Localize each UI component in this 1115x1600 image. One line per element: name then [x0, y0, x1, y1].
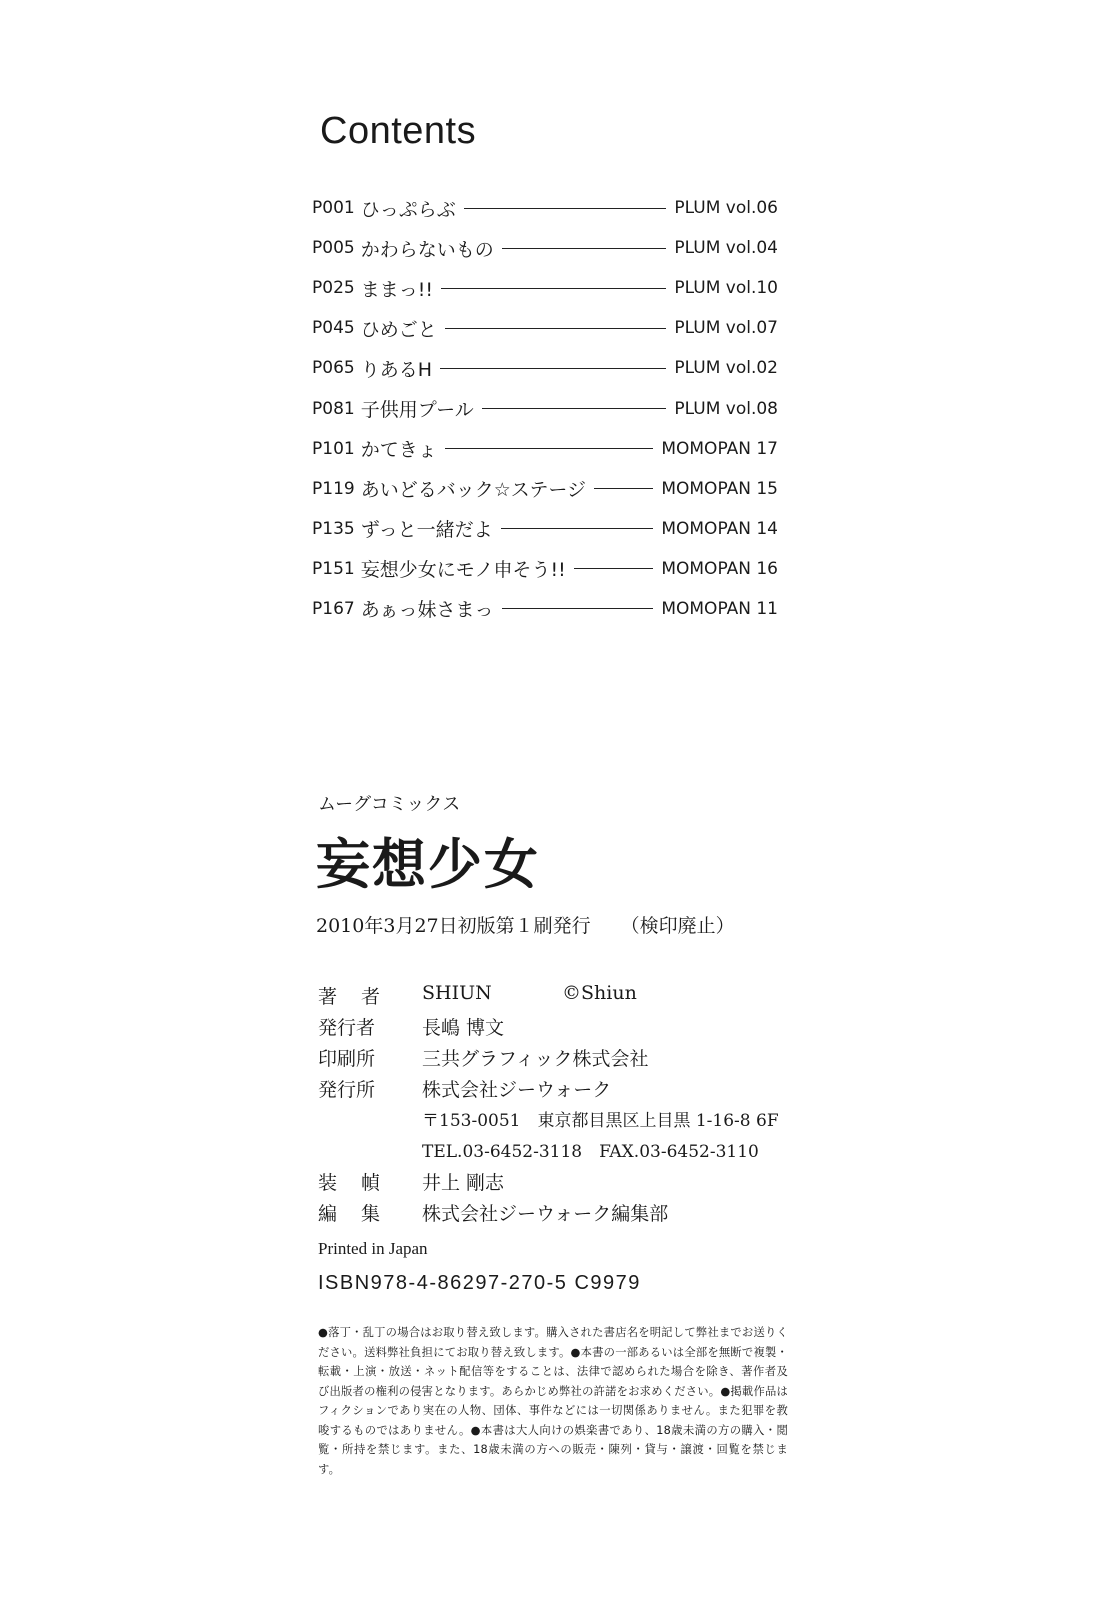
toc-source: PLUM vol.04 [674, 238, 778, 259]
issuer-address: 〒153-0051 東京都目黒区上目黒 1-16-8 6F [422, 1111, 779, 1131]
toc-leader-line [445, 328, 667, 329]
seal-note: （検印廃止） [620, 915, 735, 937]
toc-page-number: P135 [312, 518, 355, 539]
contents-heading: Contents [320, 110, 477, 152]
toc-source: PLUM vol.02 [674, 358, 778, 379]
toc-leader-line [464, 208, 667, 209]
toc-title: 妄想少女にモノ申そう!! [360, 559, 566, 582]
toc-title: 子供用プール [360, 399, 474, 422]
credit-label: 発行者 [318, 1017, 376, 1039]
printed-in: Printed in Japan [318, 1239, 428, 1258]
toc-source: MOMOPAN 15 [661, 478, 778, 499]
toc-leader-line [502, 248, 667, 249]
credit-label: 装幀 [318, 1172, 405, 1194]
toc-leader-line [482, 408, 667, 409]
toc-title: かてきょ [360, 439, 437, 462]
toc-title: ずっと一緒だよ [360, 519, 493, 542]
first-edition-line [316, 911, 735, 938]
credit-label: 印刷所 [318, 1048, 376, 1070]
printer-name: 三共グラフィック株式会社 [422, 1048, 649, 1070]
toc-page-number: P081 [312, 398, 355, 419]
toc-leader-line [502, 608, 654, 609]
toc-entry [312, 228, 778, 268]
toc-source: PLUM vol.08 [674, 398, 778, 419]
credit-label: 発行所 [318, 1079, 376, 1101]
toc-entry [312, 429, 778, 469]
toc-source: MOMOPAN 11 [661, 598, 778, 619]
toc-leader-line [440, 368, 666, 369]
toc-page-number: P065 [312, 358, 355, 379]
toc-entry [312, 308, 778, 348]
toc-page-number: P001 [312, 198, 355, 219]
toc-entry [312, 509, 778, 549]
toc-leader-line [441, 288, 666, 289]
copyright: ©Shiun [562, 982, 637, 1004]
toc-entry [312, 589, 778, 629]
toc-leader-line [501, 528, 654, 529]
author-name: SHIUN [422, 982, 492, 1004]
isbn: ISBN978-4-86297-270-5 C9979 [318, 1272, 641, 1294]
issuer-name: 株式会社ジーウォーク [422, 1079, 612, 1101]
toc-leader-line [594, 488, 653, 489]
toc-title: りあるH [360, 358, 432, 381]
toc-entry [312, 188, 778, 228]
series-name: ムーグコミックス [318, 794, 461, 815]
toc-title: ひっぷらぶ [360, 198, 456, 221]
toc-page-number: P151 [312, 558, 355, 579]
toc-title: ひめごと [360, 318, 437, 341]
toc-entry [312, 348, 778, 388]
credit-label: 編集 [318, 1203, 405, 1225]
toc-page-number: P167 [312, 598, 355, 619]
designer-name: 井上 剛志 [422, 1172, 505, 1194]
toc-source: PLUM vol.06 [674, 198, 778, 219]
toc-source: PLUM vol.07 [674, 318, 778, 339]
toc-title: あぁっ妹さまっ [360, 599, 494, 622]
book-title: 妄想少女 [316, 833, 540, 896]
toc-page-number: P025 [312, 278, 355, 299]
toc-title: あいどるバック☆ステージ [360, 479, 586, 502]
toc-title: かわらないもの [360, 238, 494, 261]
toc-title: ままっ!! [360, 278, 433, 301]
toc-page-number: P045 [312, 318, 355, 339]
credit-label: 著者 [318, 986, 405, 1008]
toc-source: PLUM vol.10 [674, 278, 778, 299]
table-of-contents [312, 188, 778, 629]
publisher-name: 長嶋 博文 [422, 1017, 505, 1039]
toc-entry [312, 469, 778, 509]
legal-notice: ●落丁・乱丁の場合はお取り替え致します。購入された書店名を明記して弊社までお送りください。送料弊社負担にてお取り替え致します。●本書の一部あるいは全部を無断で複製・転載・上演・放送・ネット配信等をすることは、法律で認められた場合を除き、著作者及び出版者の権利の侵害となります。あらかじめ弊社の許諾をお求めください。●掲載作品はフィクションであり実在の人物、団体、事件などには一切関係ありません。また犯罪を教唆するものではありません。●本書は大人向けの娯楽書であり、18歳未満の方の購入・閲覧・所持を禁じます。また、18歳未満の方への販売・陳列・貸与・譲渡・回覧を禁じます。 [318, 1326, 788, 1476]
toc-source: MOMOPAN 17 [661, 438, 778, 459]
toc-leader-line [445, 448, 654, 449]
editor-name: 株式会社ジーウォーク編集部 [422, 1203, 669, 1225]
toc-entry [312, 549, 778, 589]
toc-page-number: P119 [312, 478, 355, 499]
toc-source: MOMOPAN 16 [661, 558, 778, 579]
toc-page-number: P101 [312, 438, 355, 459]
toc-leader-line [574, 568, 654, 569]
first-edition-date: 2010年3月27日初版第１刷発行 [316, 915, 591, 937]
issuer-phone: TEL.03-6452-3118 FAX.03-6452-3110 [422, 1142, 759, 1162]
toc-page-number: P005 [312, 238, 355, 259]
toc-entry [312, 268, 778, 308]
toc-entry [312, 388, 778, 428]
toc-source: MOMOPAN 14 [661, 518, 778, 539]
